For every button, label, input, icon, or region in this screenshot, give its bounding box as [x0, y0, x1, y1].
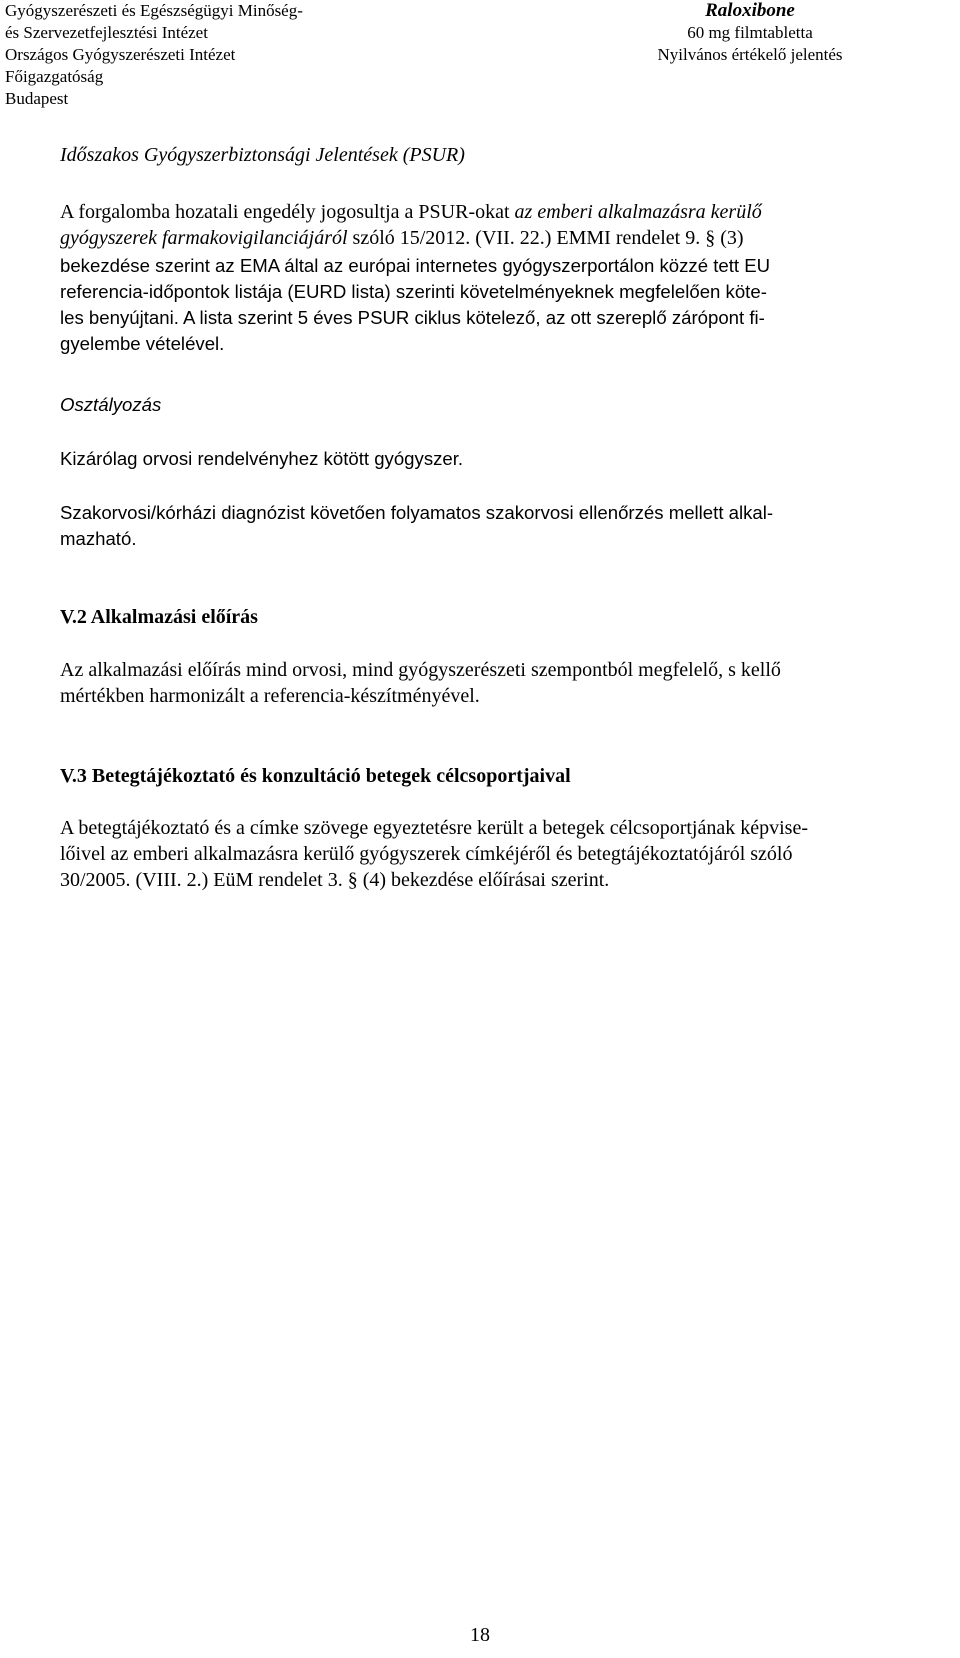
header-left-line: Gyógyszerészeti és Egészségügyi Minőség- [5, 1, 303, 20]
classification-line: Kizárólag orvosi rendelvényhez kötött gyógyszer. [60, 448, 464, 469]
section-v3-line: 30/2005. (VIII. 2.) EüM rendelet 3. § (4) bekezdése előírásai szerint. [60, 869, 610, 891]
section-v2-text [60, 657, 916, 709]
header-right-line: 60 mg filmtabletta [687, 23, 813, 42]
section-v2-line: Az alkalmazási előírás mind orvosi, mind gyógyszerészeti szempontból megfelelő, s kellő [60, 659, 781, 681]
product-title: Raloxibone [705, 0, 795, 21]
psur-line [60, 225, 916, 251]
psur-line [60, 199, 916, 225]
page-number: 18 [470, 1624, 490, 1646]
psur-paragraph-sans [60, 253, 916, 357]
psur-heading: Időszakos Gyógyszerbiztonsági Jelentések (PSUR) [60, 144, 465, 166]
header-institution [5, 0, 303, 110]
header-left-line: Budapest [5, 89, 69, 108]
text-run: A forgalomba hozatali engedély jogosultja a PSUR-okat [60, 201, 515, 223]
psur-line: bekezdése szerint az EMA által az európai internetes gyógyszerportálon közzé tett EU [60, 255, 771, 276]
section-v3-line: lőivel az emberi alkalmazásra kerülő gyógyszerek címkéjéről és betegtájékoztatójáról szóló [60, 843, 793, 865]
psur-line: gyelembe vételével. [60, 333, 225, 354]
section-v3-text [60, 815, 916, 893]
text-run: szóló 15/2012. (VII. 22.) EMMI rendelet 9. § (3) [347, 227, 744, 249]
psur-line: les benyújtani. A lista szerint 5 éves PSUR ciklus kötelező, az ott szereplő zárópont fi- [60, 307, 765, 328]
header-product [620, 0, 880, 66]
section-v3-line: A betegtájékoztató és a címke szövege egyeztetésre került a betegek célcsoportjának képvise- [60, 817, 808, 839]
text-run-italic: gyógyszerek farmakovigilanciájáról [60, 227, 348, 249]
classification-line: mazható. [60, 528, 137, 549]
psur-line: referencia-időpontok listája (EURD lista) szerinti követelményeknek megfelelően köte- [60, 281, 767, 302]
header-left-line: Országos Gyógyszerészeti Intézet [5, 45, 236, 64]
header-left-line: Főigazgatóság [5, 67, 104, 86]
section-v2-heading: V.2 Alkalmazási előírás [60, 606, 258, 628]
psur-paragraph-serif [60, 199, 916, 251]
header-left-line: és Szervezetfejlesztési Intézet [5, 23, 208, 42]
classification-line: Szakorvosi/kórházi diagnózist követően folyamatos szakorvosi ellenőrzés mellett alkal- [60, 502, 774, 523]
section-v2-line: mértékben harmonizált a referencia-készítményével. [60, 685, 480, 707]
classification-heading: Osztályozás [60, 394, 162, 415]
text-run-italic: az emberi alkalmazásra kerülő [514, 201, 762, 223]
section-v3-heading: V.3 Betegtájékoztató és konzultáció betegek célcsoportjaival [60, 765, 571, 787]
classification-text [60, 500, 916, 552]
header-right-line: Nyilvános értékelő jelentés [657, 45, 843, 64]
